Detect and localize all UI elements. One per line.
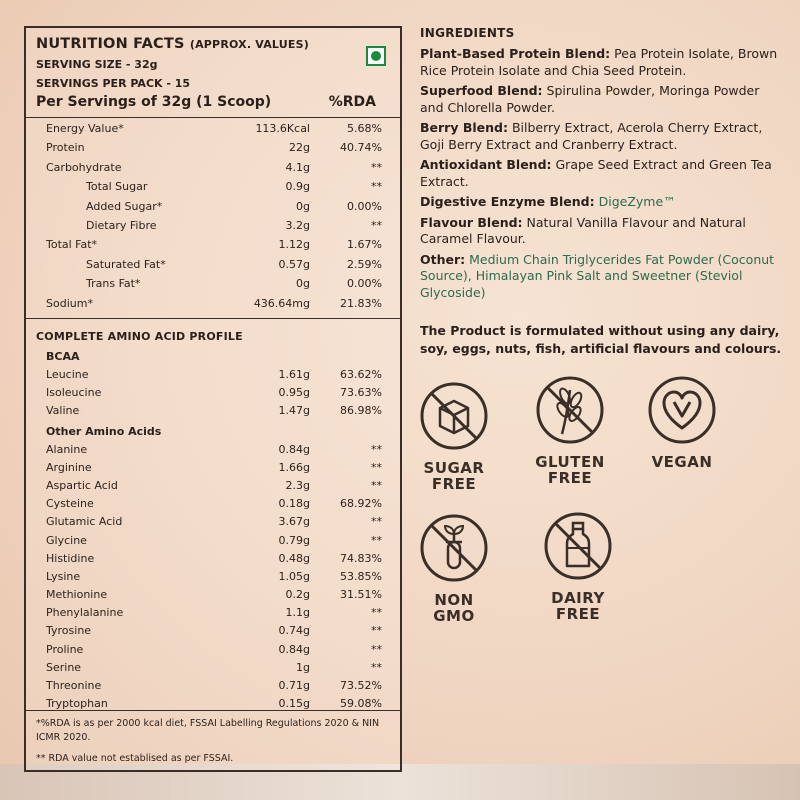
ingredient-value: Medium Chain Triglycerides Fat Powder (Coconut Source), Himalayan Pink Salt and Sweetner (Steviol Glycoside) [420, 251, 775, 300]
nutrient-row [36, 198, 390, 217]
amino-row [36, 677, 390, 695]
nutrient-amount: 0.57g [278, 257, 310, 271]
amino-row [36, 641, 390, 659]
nutrient-amount: 0.9g [285, 180, 310, 194]
nutrient-rda: 21.83% [340, 296, 382, 310]
amino-rda: 86.98% [340, 404, 382, 418]
amino-amount: 3.67g [278, 515, 310, 529]
ingredient-item [420, 252, 782, 302]
amino-label: Phenylalanine [46, 606, 124, 620]
amino-amount: 0.15g [278, 697, 310, 711]
amino-amount: 1.47g [278, 404, 310, 418]
amino-amount: 0.84g [278, 642, 310, 656]
ingredient-value: Pea Protein Isolate, Brown Rice Protein Isolate and Chia Seed Protein. [420, 46, 778, 78]
amino-acid-title: COMPLETE AMINO ACID PROFILE [36, 330, 243, 343]
nutrient-label: Dietary Fibre [86, 218, 157, 232]
amino-rda: 31.51% [340, 588, 382, 602]
badge-line: SUGAR [423, 459, 485, 477]
footnote-not-established: ** RDA value not establised as per FSSAI. [36, 753, 234, 764]
nutrient-row [36, 178, 390, 197]
ingredient-name: Superfood Blend: [420, 83, 543, 98]
nutrient-row [36, 120, 390, 139]
nutrition-title [36, 36, 309, 52]
amino-rda: ** [371, 660, 382, 674]
amino-amount: 0.84g [278, 442, 310, 456]
nutrient-rda: ** [371, 180, 382, 194]
amino-label: Arginine [46, 460, 92, 474]
ingredients-title: INGREDIENTS [420, 26, 515, 40]
nutrition-title-note: (APPROX. VALUES) [189, 38, 309, 51]
ingredient-name: Digestive Enzyme Blend: [420, 194, 595, 209]
nutrient-amount: 436.64mg [253, 296, 310, 310]
badge-line: NON [434, 591, 474, 609]
non-gmo-badge [414, 512, 494, 624]
ingredient-value: Spirulina Powder, Moringa Powder and Chlorella Powder. [420, 83, 760, 115]
amino-row [36, 550, 390, 568]
ingredient-item [420, 83, 782, 116]
gluten-free-label [528, 454, 612, 486]
per-serving-header [36, 94, 390, 116]
nutrient-label: Total Sugar [86, 180, 148, 194]
amino-row [36, 459, 390, 477]
badge-line: FREE [547, 469, 593, 487]
nutrient-amount: 1.12g [278, 238, 310, 252]
nutrient-amount: 3.2g [285, 218, 310, 232]
amino-label: Glycine [46, 533, 87, 547]
nutrient-row [36, 236, 390, 255]
amino-row [36, 568, 390, 586]
dairy-free-badge [538, 510, 618, 622]
nutrient-amount: 0g [296, 199, 310, 213]
amino-amount: 0.2g [285, 588, 310, 602]
ingredients-section [420, 26, 782, 305]
nutrient-amount: 113.6Kcal [255, 122, 310, 135]
wheat-crossed-icon [534, 374, 606, 446]
nutrient-label: Carbohydrate [46, 160, 122, 174]
nutrient-label: Total Fat* [46, 238, 98, 252]
test-tube-plant-crossed-icon [418, 512, 490, 584]
ingredient-name: Flavour Blend: [420, 214, 523, 230]
amino-label: Valine [46, 404, 80, 418]
gluten-free-badge [528, 374, 612, 486]
ingredient-item [420, 120, 782, 153]
nutrient-row [36, 217, 390, 236]
amino-rda: ** [371, 442, 382, 456]
amino-row [36, 366, 390, 384]
badge-line: FREE [431, 475, 477, 493]
amino-rda: 63.62% [340, 368, 382, 381]
nutrient-rda: 2.59% [347, 257, 382, 271]
per-serving-heading: Per Servings of 32g (1 Scoop) [36, 94, 272, 110]
badge-line: GLUTEN [535, 453, 605, 471]
vegetarian-mark-icon [366, 46, 386, 66]
nutrient-label: Saturated Fat* [86, 257, 166, 271]
badge-line: DAIRY [551, 589, 605, 607]
nutrient-rda: ** [371, 160, 382, 174]
nutrient-label: Energy Value* [46, 122, 124, 135]
ingredient-value: DigeZyme™ [598, 194, 676, 209]
nutrient-rda: 0.00% [347, 199, 382, 213]
footnote-rda: *%RDA is as per 2000 kcal diet, FSSAI Labelling Regulations 2020 & NIN ICMR 2020. [36, 718, 380, 743]
amino-label: Lysine [46, 569, 81, 583]
amino-label: Threonine [46, 679, 102, 692]
divider [26, 710, 400, 711]
amino-row [36, 384, 390, 402]
nutrient-label: Sodium* [46, 296, 93, 310]
nutrition-title-text: NUTRITION FACTS [36, 36, 185, 52]
nutrient-amount: 0g [296, 277, 310, 291]
amino-row [36, 532, 390, 550]
amino-amount: 1g [296, 660, 310, 674]
amino-amount: 0.71g [278, 679, 310, 692]
amino-rda: ** [371, 624, 382, 638]
nutrient-amount: 22g [289, 141, 310, 155]
amino-row [36, 402, 390, 420]
vegan-heart-icon [646, 374, 718, 446]
amino-label: Aspartic Acid [46, 478, 118, 492]
ingredient-item [420, 215, 782, 248]
amino-rda: 59.08% [340, 697, 382, 711]
nutrient-rda: 0.00% [347, 277, 382, 291]
amino-label: Proline [46, 642, 84, 656]
ingredient-value: Grape Seed Extract and Green Tea Extract. [420, 157, 772, 189]
ingredient-value: Bilberry Extract, Acerola Cherry Extract, Goji Berry Extract and Cranberry Extract. [420, 120, 763, 152]
amino-amount: 0.74g [278, 624, 310, 638]
amino-amount: 1.05g [278, 569, 310, 583]
amino-label: Histidine [46, 551, 95, 565]
divider [26, 117, 400, 118]
amino-rda: ** [371, 642, 382, 656]
nutrient-label: Trans Fat* [86, 277, 141, 291]
amino-rda: 73.52% [340, 679, 382, 692]
amino-row [36, 586, 390, 604]
badge-line: VEGAN [651, 453, 713, 471]
amino-amount: 2.3g [285, 478, 310, 492]
amino-rda: ** [371, 478, 382, 492]
amino-label: Alanine [46, 442, 88, 456]
amino-rda: ** [371, 533, 382, 547]
nutrient-amount: 4.1g [285, 160, 310, 174]
sugar-free-label [414, 460, 494, 492]
vegan-badge [642, 374, 722, 470]
nutrient-row [36, 295, 390, 314]
amino-rda: 73.63% [340, 386, 382, 400]
sugar-free-badge [414, 380, 494, 492]
amino-label: Cysteine [46, 497, 94, 511]
ingredient-item [420, 46, 782, 79]
amino-amount: 0.48g [278, 551, 310, 565]
nutrient-label: Protein [46, 141, 85, 155]
amino-acid-table [36, 348, 390, 713]
nutrition-facts-panel [24, 26, 402, 772]
amino-amount: 0.18g [278, 497, 310, 511]
nutrient-row [36, 159, 390, 178]
nutrient-row [36, 256, 390, 275]
nutrient-row [36, 275, 390, 294]
formulation-note: The Product is formulated without using any dairy, soy, eggs, nuts, fish, artificial flavours and colours. [420, 323, 782, 356]
nutrient-row [36, 139, 390, 158]
amino-label: Glutamic Acid [46, 515, 123, 529]
amino-rda: 74.83% [340, 551, 382, 565]
nutrient-rda: 40.74% [340, 141, 382, 155]
amino-row [36, 659, 390, 677]
ingredient-name: Berry Blend: [420, 120, 508, 135]
ingredient-name: Other: [420, 251, 466, 267]
nutrient-label: Added Sugar* [86, 199, 163, 213]
ingredient-name: Plant-Based Protein Blend: [420, 46, 611, 61]
servings-per-pack: SERVINGS PER PACK - 15 [36, 77, 191, 90]
amino-row [36, 477, 390, 495]
ingredient-name: Antioxidant Blend: [420, 157, 552, 172]
bcaa-title: BCAA [46, 350, 80, 363]
ingredient-item [420, 194, 782, 211]
amino-row [36, 622, 390, 640]
amino-row [36, 441, 390, 459]
milk-bottle-crossed-icon [542, 510, 614, 582]
amino-rda: 53.85% [340, 569, 382, 583]
amino-amount: 1.61g [278, 368, 310, 381]
nutrient-rda: 5.68% [347, 122, 382, 135]
amino-label: Serine [46, 660, 82, 674]
badge-line: GMO [433, 607, 475, 625]
amino-rda: ** [371, 515, 382, 529]
amino-rda: ** [371, 460, 382, 474]
amino-label: Leucine [46, 368, 89, 381]
ingredient-item [420, 157, 782, 190]
amino-label: Methionine [46, 588, 108, 602]
ingredient-value: Natural Vanilla Flavour and Natural Caramel Flavour. [420, 214, 746, 246]
nutrient-rda: ** [371, 218, 382, 232]
amino-label: Isoleucine [46, 386, 102, 400]
nutrient-table [36, 120, 390, 314]
amino-row [36, 495, 390, 513]
other-amino-title: Other Amino Acids [46, 424, 162, 438]
badge-line: FREE [555, 605, 601, 623]
amino-row [36, 604, 390, 622]
amino-amount: 0.79g [278, 533, 310, 547]
amino-label: Tryptophan [46, 697, 108, 711]
sugar-cube-crossed-icon [418, 380, 490, 452]
dairy-free-label [538, 590, 618, 622]
vegan-label [642, 454, 722, 470]
divider [26, 318, 400, 319]
amino-rda: ** [371, 606, 382, 620]
amino-amount: 1.1g [285, 606, 310, 620]
rda-heading: %RDA [328, 94, 376, 110]
non-gmo-label [414, 592, 494, 624]
amino-rda: 68.92% [340, 497, 382, 511]
amino-amount: 1.66g [278, 460, 310, 474]
serving-size: SERVING SIZE - 32g [36, 58, 158, 71]
amino-row [36, 513, 390, 531]
amino-amount: 0.95g [278, 386, 310, 400]
nutrient-rda: 1.67% [347, 238, 382, 252]
amino-label: Tyrosine [46, 624, 92, 638]
